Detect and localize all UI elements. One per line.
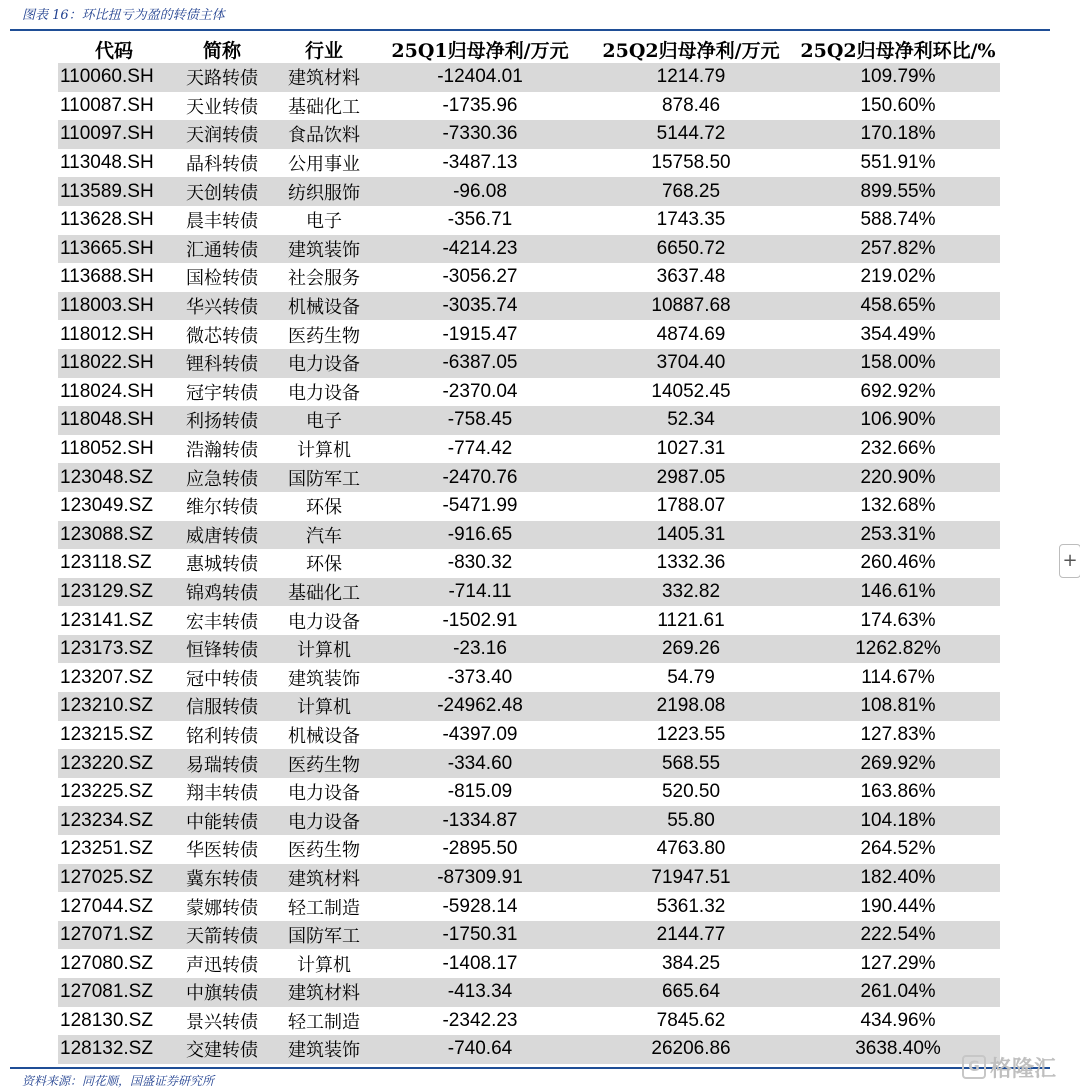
cell-industry: 建筑材料 (288, 983, 360, 1005)
cell-code: 118012.SH (60, 323, 154, 345)
cell-industry: 电力设备 (288, 783, 360, 805)
cell-short-name: 惠城转债 (186, 554, 258, 576)
cell-short-name: 应急转债 (186, 468, 258, 490)
cell-q2-net-profit: 5361.32 (656, 895, 726, 917)
cell-q2-net-profit: 6650.72 (656, 237, 726, 259)
cell-qoq-change: 222.54% (860, 924, 936, 946)
cell-code: 127081.SZ (60, 981, 153, 1003)
cell-q1-net-profit: -1502.91 (442, 609, 518, 631)
header-industry: 行业 (304, 39, 343, 62)
cell-q2-net-profit: 1121.61 (657, 609, 725, 631)
cell-industry: 电力设备 (288, 811, 360, 833)
cell-code: 118024.SH (60, 380, 154, 402)
cell-code: 123234.SZ (60, 809, 153, 831)
cell-industry: 环保 (306, 554, 342, 576)
cell-q1-net-profit: -96.08 (453, 180, 507, 202)
cell-code: 127071.SZ (60, 924, 153, 946)
cell-qoq-change: 260.46% (860, 552, 936, 574)
bond-table (58, 35, 1000, 1064)
table-row (58, 320, 1000, 349)
cell-short-name: 汇通转债 (186, 239, 258, 261)
cell-short-name: 信服转债 (186, 697, 258, 719)
cell-q1-net-profit: -12404.01 (437, 66, 523, 88)
cell-q2-net-profit: 878.46 (661, 94, 721, 116)
table-row (58, 978, 1000, 1007)
cell-short-name: 天创转债 (186, 182, 258, 204)
table-row (58, 692, 1000, 721)
cell-q1-net-profit: -356.71 (447, 209, 513, 231)
cell-qoq-change: 106.90% (860, 409, 936, 431)
cell-qoq-change: 269.92% (860, 752, 936, 774)
cell-industry: 建筑装饰 (288, 239, 360, 261)
cell-industry: 计算机 (297, 440, 351, 462)
cell-short-name: 蒙娜转债 (186, 897, 258, 919)
expand-button[interactable]: + (1059, 544, 1080, 578)
cell-q2-net-profit: 520.50 (661, 781, 721, 803)
cell-qoq-change: 692.92% (860, 380, 936, 402)
cell-short-name: 恒锋转债 (186, 640, 258, 662)
cell-code: 110060.SH (60, 66, 154, 88)
cell-code: 118022.SH (60, 352, 154, 374)
cell-short-name: 中能转债 (186, 811, 258, 833)
table-row (58, 292, 1000, 321)
cell-industry: 社会服务 (288, 268, 360, 290)
cell-short-name: 天路转债 (186, 68, 258, 90)
cell-q2-net-profit: 5144.72 (656, 123, 726, 145)
cell-qoq-change: 104.18% (860, 809, 936, 831)
cell-qoq-change: 264.52% (860, 838, 936, 860)
table-row (58, 835, 1000, 864)
cell-industry: 电力设备 (288, 611, 360, 633)
cell-short-name: 天箭转债 (186, 926, 258, 948)
cell-industry: 国防军工 (288, 468, 360, 490)
cell-short-name: 中旗转债 (186, 983, 258, 1005)
cell-qoq-change: 146.61% (860, 580, 936, 602)
cell-short-name: 华兴转债 (186, 297, 258, 319)
cell-q1-net-profit: -2895.50 (442, 838, 518, 860)
table-row (58, 892, 1000, 921)
cell-q2-net-profit: 1743.35 (656, 209, 726, 231)
cell-q1-net-profit: -815.09 (447, 781, 513, 803)
cell-q2-net-profit: 1214.79 (656, 66, 726, 88)
cell-q1-net-profit: -2342.23 (442, 1009, 518, 1031)
cell-short-name: 锦鸡转债 (186, 582, 258, 604)
cell-industry: 电子 (306, 211, 342, 233)
cell-q2-net-profit: 2144.77 (656, 924, 726, 946)
cell-q1-net-profit: -7330.36 (442, 123, 518, 145)
cell-q2-net-profit: 1332.36 (656, 552, 726, 574)
table-row (58, 206, 1000, 235)
table-row (58, 606, 1000, 635)
cell-q2-net-profit: 1223.55 (656, 723, 726, 745)
cell-q2-net-profit: 568.55 (661, 752, 721, 774)
cell-code: 123141.SZ (60, 609, 153, 631)
cell-short-name: 冠宇转债 (186, 382, 258, 404)
table-row (58, 578, 1000, 607)
table-row (58, 663, 1000, 692)
cell-q2-net-profit: 665.64 (661, 981, 721, 1003)
cell-code: 113665.SH (60, 237, 154, 259)
table-row (58, 806, 1000, 835)
cell-q2-net-profit: 269.26 (661, 638, 721, 660)
cell-code: 123225.SZ (60, 781, 153, 803)
cell-q1-net-profit: -2470.76 (442, 466, 518, 488)
cell-industry: 食品饮料 (288, 125, 360, 147)
table-row (58, 349, 1000, 378)
table-header-row (58, 35, 1000, 63)
cell-industry: 环保 (306, 497, 342, 519)
cell-q2-net-profit: 52.34 (667, 409, 715, 431)
cell-code: 123251.SZ (60, 838, 153, 860)
cell-q2-net-profit: 55.80 (667, 809, 715, 831)
cell-q1-net-profit: -24962.48 (437, 695, 523, 717)
cell-short-name: 威唐转债 (186, 525, 258, 547)
top-rule (10, 29, 1050, 31)
cell-q2-net-profit: 332.82 (661, 580, 721, 602)
cell-short-name: 冀东转债 (186, 868, 258, 890)
cell-industry: 汽车 (306, 525, 342, 547)
cell-qoq-change: 551.91% (860, 152, 936, 174)
cell-short-name: 交建转债 (186, 1040, 258, 1062)
cell-industry: 纺织服饰 (288, 182, 360, 204)
cell-q2-net-profit: 54.79 (667, 666, 715, 688)
table-row (58, 435, 1000, 464)
cell-q2-net-profit: 2198.08 (656, 695, 726, 717)
cell-code: 118052.SH (60, 438, 154, 460)
watermark (962, 1050, 1056, 1084)
cell-short-name: 冠中转债 (186, 668, 258, 690)
cell-short-name: 天业转债 (186, 96, 258, 118)
table-row (58, 1007, 1000, 1036)
cell-short-name: 微芯转债 (186, 325, 258, 347)
cell-qoq-change: 163.86% (860, 781, 936, 803)
cell-q1-net-profit: -87309.91 (437, 866, 523, 888)
cell-code: 123118.SZ (60, 552, 152, 574)
cell-q2-net-profit: 1027.31 (656, 438, 726, 460)
cell-code: 123207.SZ (60, 666, 153, 688)
cell-q2-net-profit: 1788.07 (656, 495, 726, 517)
cell-q1-net-profit: -2370.04 (442, 380, 518, 402)
cell-short-name: 华医转债 (186, 840, 258, 862)
cell-qoq-change: 182.40% (860, 866, 936, 888)
cell-qoq-change: 190.44% (860, 895, 936, 917)
table-row (58, 1035, 1000, 1064)
cell-qoq-change: 170.18% (860, 123, 936, 145)
cell-code: 113688.SH (60, 266, 154, 288)
table-row (58, 521, 1000, 550)
header-qoq-change: 25Q2归母净利环比/% (800, 39, 996, 62)
cell-qoq-change: 174.63% (860, 609, 936, 631)
table-row (58, 378, 1000, 407)
cell-code: 110097.SH (60, 123, 154, 145)
cell-code: 127044.SZ (60, 895, 153, 917)
cell-q1-net-profit: -830.32 (447, 552, 513, 574)
header-code: 代码 (94, 39, 133, 62)
table-row (58, 463, 1000, 492)
cell-industry: 计算机 (297, 697, 351, 719)
cell-q1-net-profit: -774.42 (447, 438, 513, 460)
cell-code: 113628.SH (60, 209, 154, 231)
cell-short-name: 景兴转债 (186, 1011, 258, 1033)
cell-qoq-change: 3638.40% (855, 1038, 941, 1060)
cell-qoq-change: 1262.82% (855, 638, 941, 660)
cell-code: 123220.SZ (60, 752, 153, 774)
cell-q1-net-profit: -758.45 (447, 409, 513, 431)
table-row (58, 721, 1000, 750)
cell-q2-net-profit: 14052.45 (651, 380, 731, 402)
cell-industry: 建筑材料 (288, 68, 360, 90)
cell-industry: 医药生物 (288, 754, 360, 776)
cell-q1-net-profit: -23.16 (453, 638, 507, 660)
cell-industry: 计算机 (297, 954, 351, 976)
header-short-name: 简称 (202, 39, 241, 62)
cell-qoq-change: 261.04% (860, 981, 936, 1003)
cell-code: 123129.SZ (60, 580, 153, 602)
cell-industry: 轻工制造 (288, 897, 360, 919)
cell-q1-net-profit: -1915.47 (442, 323, 518, 345)
cell-short-name: 浩瀚转债 (186, 440, 258, 462)
cell-short-name: 声迅转债 (186, 954, 258, 976)
cell-qoq-change: 127.29% (860, 952, 936, 974)
cell-q1-net-profit: -3487.13 (442, 152, 518, 174)
cell-qoq-change: 434.96% (860, 1009, 936, 1031)
cell-short-name: 锂科转债 (186, 354, 258, 376)
cell-qoq-change: 109.79% (860, 66, 936, 88)
cell-qoq-change: 219.02% (860, 266, 936, 288)
cell-code: 123088.SZ (60, 523, 153, 545)
table-body (58, 63, 1000, 1064)
bottom-rule (10, 1067, 1050, 1069)
source-note: 资料来源：同花顺，国盛证券研究所 (22, 1074, 215, 1088)
cell-code: 127080.SZ (60, 952, 153, 974)
cell-industry: 基础化工 (288, 582, 360, 604)
cell-industry: 电子 (306, 411, 342, 433)
table-row (58, 549, 1000, 578)
cell-q2-net-profit: 15758.50 (651, 152, 731, 174)
cell-industry: 电力设备 (288, 354, 360, 376)
cell-short-name: 利扬转债 (186, 411, 258, 433)
cell-qoq-change: 158.00% (860, 352, 936, 374)
cell-industry: 公用事业 (288, 154, 360, 176)
cell-industry: 建筑材料 (288, 868, 360, 890)
cell-q2-net-profit: 10887.68 (651, 295, 731, 317)
table-row (58, 921, 1000, 950)
cell-industry: 机械设备 (288, 297, 360, 319)
cell-q1-net-profit: -5471.99 (442, 495, 518, 517)
cell-industry: 医药生物 (288, 840, 360, 862)
cell-q2-net-profit: 2987.05 (656, 466, 726, 488)
cell-short-name: 翔丰转债 (186, 783, 258, 805)
cell-qoq-change: 588.74% (860, 209, 936, 231)
cell-qoq-change: 114.67% (861, 666, 935, 688)
cell-short-name: 晨丰转债 (186, 211, 258, 233)
watermark-logo-icon: G (962, 1055, 986, 1079)
table-row (58, 406, 1000, 435)
cell-industry: 轻工制造 (288, 1011, 360, 1033)
cell-q1-net-profit: -1408.17 (442, 952, 518, 974)
table-row (58, 235, 1000, 264)
cell-q1-net-profit: -4214.23 (442, 237, 518, 259)
cell-q2-net-profit: 768.25 (661, 180, 721, 202)
cell-q1-net-profit: -1735.96 (442, 94, 518, 116)
table-row (58, 492, 1000, 521)
cell-short-name: 宏丰转债 (186, 611, 258, 633)
cell-q1-net-profit: -5928.14 (442, 895, 518, 917)
cell-code: 113048.SH (60, 152, 154, 174)
cell-q1-net-profit: -373.40 (447, 666, 513, 688)
table-row (58, 63, 1000, 92)
cell-q2-net-profit: 71947.51 (651, 866, 731, 888)
cell-q1-net-profit: -413.34 (447, 981, 513, 1003)
cell-q2-net-profit: 4763.80 (656, 838, 726, 860)
cell-code: 128130.SZ (60, 1009, 153, 1031)
table-row (58, 120, 1000, 149)
cell-qoq-change: 220.90% (860, 466, 936, 488)
table-row (58, 263, 1000, 292)
cell-industry: 建筑装饰 (288, 1040, 360, 1062)
cell-q1-net-profit: -740.64 (447, 1038, 513, 1060)
cell-short-name: 天润转债 (186, 125, 258, 147)
cell-qoq-change: 253.31% (860, 523, 936, 545)
cell-q1-net-profit: -916.65 (447, 523, 513, 545)
cell-qoq-change: 354.49% (860, 323, 936, 345)
cell-code: 123173.SZ (60, 638, 153, 660)
cell-code: 113589.SH (60, 180, 154, 202)
figure-title: 图表 16：环比扭亏为盈的转债主体 (22, 8, 225, 23)
header-q2-net-profit: 25Q2归母净利/万元 (602, 39, 780, 62)
cell-code: 110087.SH (60, 94, 154, 116)
cell-q2-net-profit: 384.25 (661, 952, 721, 974)
table-row (58, 749, 1000, 778)
cell-industry: 医药生物 (288, 325, 360, 347)
cell-industry: 电力设备 (288, 382, 360, 404)
cell-code: 123210.SZ (60, 695, 153, 717)
cell-code: 128132.SZ (60, 1038, 153, 1060)
table-row (58, 177, 1000, 206)
cell-short-name: 国检转债 (186, 268, 258, 290)
cell-qoq-change: 150.60% (860, 94, 936, 116)
table-row (58, 864, 1000, 893)
cell-qoq-change: 257.82% (860, 237, 936, 259)
cell-q1-net-profit: -4397.09 (442, 723, 518, 745)
cell-industry: 机械设备 (288, 725, 360, 747)
cell-q2-net-profit: 3704.40 (656, 352, 726, 374)
cell-q2-net-profit: 3637.48 (656, 266, 726, 288)
cell-industry: 建筑装饰 (288, 668, 360, 690)
cell-q2-net-profit: 1405.31 (656, 523, 726, 545)
cell-qoq-change: 232.66% (860, 438, 936, 460)
cell-industry: 国防军工 (288, 926, 360, 948)
table-row (58, 635, 1000, 664)
cell-q1-net-profit: -714.11 (448, 580, 512, 602)
watermark-text: 格隆汇 (990, 1056, 1057, 1082)
cell-q2-net-profit: 26206.86 (651, 1038, 731, 1060)
cell-q1-net-profit: -3056.27 (442, 266, 518, 288)
cell-q1-net-profit: -1334.87 (442, 809, 518, 831)
cell-short-name: 铭利转债 (186, 725, 258, 747)
table-row (58, 149, 1000, 178)
header-q1-net-profit: 25Q1归母净利/万元 (391, 39, 569, 62)
cell-q1-net-profit: -1750.31 (442, 924, 518, 946)
cell-short-name: 维尔转债 (186, 497, 258, 519)
cell-code: 123048.SZ (60, 466, 153, 488)
table-row (58, 778, 1000, 807)
cell-code: 127025.SZ (60, 866, 153, 888)
cell-code: 123049.SZ (60, 495, 153, 517)
cell-qoq-change: 132.68% (860, 495, 936, 517)
cell-qoq-change: 127.83% (860, 723, 936, 745)
cell-q1-net-profit: -334.60 (447, 752, 513, 774)
cell-q1-net-profit: -3035.74 (442, 295, 518, 317)
cell-qoq-change: 458.65% (860, 295, 936, 317)
cell-q2-net-profit: 4874.69 (656, 323, 726, 345)
cell-short-name: 易瑞转债 (186, 754, 258, 776)
cell-code: 118003.SH (60, 295, 154, 317)
cell-qoq-change: 108.81% (860, 695, 936, 717)
cell-code: 123215.SZ (60, 723, 153, 745)
cell-short-name: 晶科转债 (186, 154, 258, 176)
table-row (58, 92, 1000, 121)
cell-qoq-change: 899.55% (860, 180, 936, 202)
cell-q2-net-profit: 7845.62 (656, 1009, 726, 1031)
cell-industry: 基础化工 (288, 96, 360, 118)
cell-q1-net-profit: -6387.05 (442, 352, 518, 374)
cell-code: 118048.SH (60, 409, 154, 431)
table-row (58, 949, 1000, 978)
cell-industry: 计算机 (297, 640, 351, 662)
